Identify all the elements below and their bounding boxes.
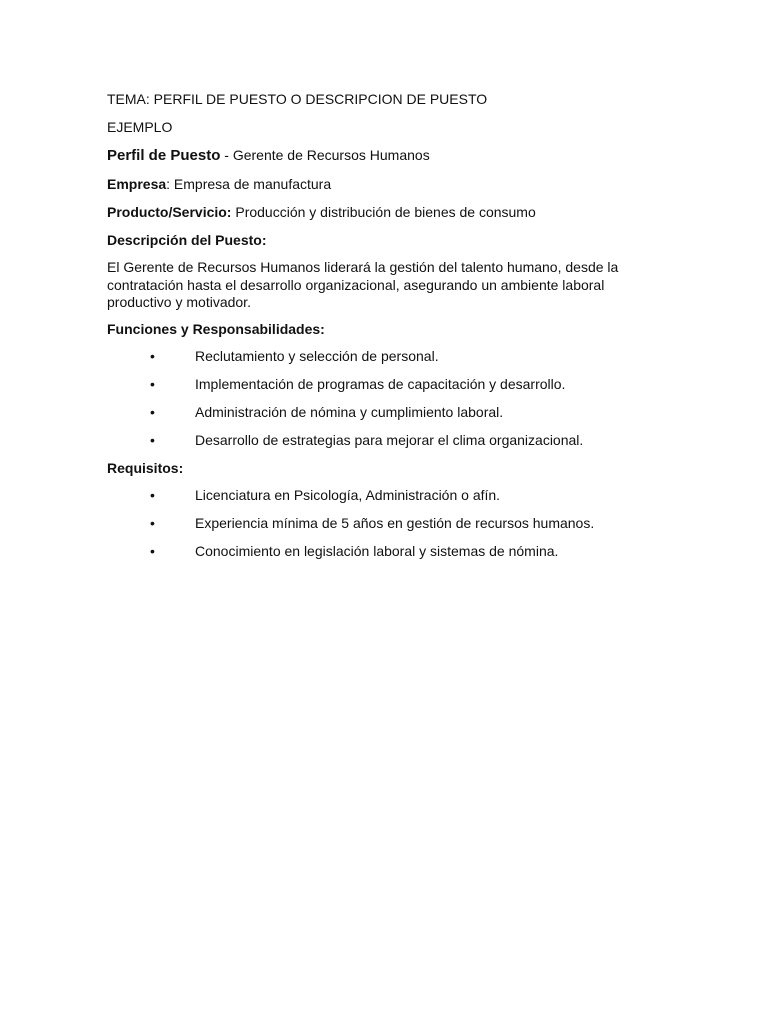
product-value: Producción y distribución de bienes de consumo — [231, 204, 536, 220]
example-label: EJEMPLO — [107, 119, 173, 135]
bullet-icon: • — [150, 431, 155, 448]
bullet-icon: • — [150, 514, 155, 531]
bullet-icon: • — [150, 347, 155, 364]
list-item-text: Conocimiento en legislación laboral y sistemas de nómina. — [195, 542, 559, 559]
document-page — [107, 91, 667, 571]
list-item-text: Administración de nómina y cumplimiento laboral. — [195, 403, 504, 420]
requirements-list — [107, 487, 667, 560]
list-item-text: Reclutamiento y selección de personal. — [195, 347, 439, 364]
bullet-icon: • — [150, 403, 155, 420]
bullet-icon: • — [150, 375, 155, 392]
list-item — [107, 348, 667, 365]
list-item-text: Licenciatura en Psicología, Administración o afín. — [195, 486, 501, 503]
list-item — [107, 543, 667, 560]
requirements-heading: Requisitos: — [107, 459, 184, 476]
description-heading: Descripción del Puesto: — [107, 232, 267, 248]
product-label: Producto/Servicio: — [107, 204, 232, 220]
list-item — [107, 376, 667, 393]
list-item — [107, 432, 667, 449]
company-value: : Empresa de manufactura — [166, 176, 332, 192]
document-topic: TEMA: PERFIL DE PUESTO O DESCRIPCION DE PUESTO — [107, 91, 488, 107]
list-item-text: Experiencia mínima de 5 años en gestión de recursos humanos. — [195, 514, 595, 531]
functions-list — [107, 348, 667, 449]
product-field — [107, 204, 667, 221]
bullet-icon: • — [150, 486, 155, 503]
profile-title — [107, 146, 667, 165]
company-field — [107, 176, 667, 193]
bullet-icon: • — [150, 542, 155, 559]
list-item-text: Desarrollo de estrategias para mejorar el clima organizacional. — [195, 431, 584, 448]
list-item-text: Implementación de programas de capacitación y desarrollo. — [195, 375, 566, 392]
description-text: El Gerente de Recursos Humanos liderará la gestión del talento humano, desde la contratación hasta el desarrollo organizacional, asegurando un ambiente laboral productivo y motivador. — [107, 259, 619, 310]
profile-title-lead: Perfil de Puesto — [107, 147, 221, 164]
list-item — [107, 515, 667, 532]
profile-title-rest: - Gerente de Recursos Humanos — [220, 147, 430, 163]
list-item — [107, 404, 667, 421]
functions-heading: Funciones y Responsabilidades: — [107, 320, 325, 337]
company-label: Empresa — [107, 176, 167, 192]
list-item — [107, 487, 667, 504]
